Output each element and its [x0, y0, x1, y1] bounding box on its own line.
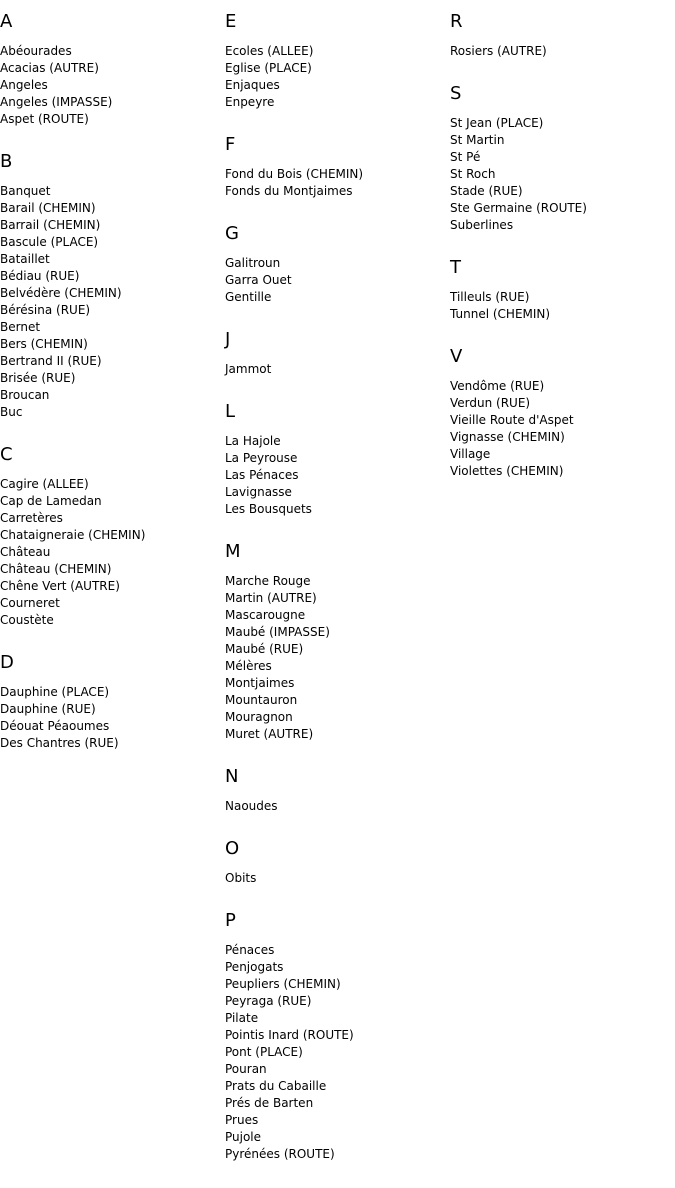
street-link[interactable]: Prats du Cabaille — [225, 1079, 327, 1093]
street-link[interactable]: Banquet — [0, 184, 51, 198]
street-link[interactable]: Bataillet — [0, 252, 50, 266]
street-link[interactable]: Tunnel (CHEMIN) — [450, 307, 551, 321]
street-link[interactable]: Obits — [225, 871, 257, 885]
street-link[interactable]: Marche Rouge — [225, 574, 311, 588]
street-link[interactable]: Barail (CHEMIN) — [0, 201, 96, 215]
letter-group-j — [225, 328, 445, 378]
letter-group-a — [0, 10, 220, 128]
street-list-item — [450, 115, 670, 132]
street-list-item — [225, 624, 445, 641]
street-link[interactable]: Angeles — [0, 78, 48, 92]
street-list-item — [225, 501, 445, 518]
street-list — [225, 433, 445, 518]
letter-group-d — [0, 651, 220, 752]
street-link[interactable]: Mouragnon — [225, 710, 293, 724]
street-link[interactable]: Chataigneraie (CHEMIN) — [0, 528, 146, 542]
letter-group-n — [225, 765, 445, 815]
street-list — [225, 255, 445, 306]
street-list-item — [0, 268, 220, 285]
street-list-item — [0, 404, 220, 421]
street-list-item — [450, 43, 670, 60]
letter-heading: M — [225, 541, 241, 562]
street-link[interactable]: Fond du Bois (CHEMIN) — [225, 167, 364, 181]
letter-group-t — [450, 256, 670, 323]
street-list-item — [225, 709, 445, 726]
street-list-item — [450, 132, 670, 149]
street-link[interactable]: Mascarougne — [225, 608, 306, 622]
street-list-item — [225, 993, 445, 1010]
street-link[interactable]: Bers (CHEMIN) — [0, 337, 88, 351]
street-list-item — [225, 590, 445, 607]
street-list-item — [225, 607, 445, 624]
letter-group-o — [225, 837, 445, 887]
street-link[interactable]: Pont (PLACE) — [225, 1045, 303, 1059]
street-link[interactable]: Cagire (ALLEE) — [0, 477, 89, 491]
street-link[interactable]: Ste Germaine (ROUTE) — [450, 201, 587, 215]
street-link[interactable]: Cap de Lamedan — [0, 494, 102, 508]
street-list-item — [0, 43, 220, 60]
letter-group-r — [450, 10, 670, 60]
street-list-item — [0, 217, 220, 234]
street-list-item — [0, 612, 220, 629]
street-link[interactable]: Mélères — [225, 659, 272, 673]
street-list — [450, 289, 670, 323]
street-link[interactable]: Bédiau (RUE) — [0, 269, 80, 283]
street-list-item — [225, 976, 445, 993]
street-link[interactable]: Pujole — [225, 1130, 262, 1144]
street-link[interactable]: Peyraga (RUE) — [225, 994, 312, 1008]
street-list — [225, 942, 445, 1163]
street-link[interactable]: Galitroun — [225, 256, 281, 270]
street-link[interactable]: Maubé (RUE) — [225, 642, 304, 656]
street-list-item — [0, 561, 220, 578]
letter-group-f — [225, 133, 445, 200]
street-link[interactable]: Penjogats — [225, 960, 284, 974]
street-list-item — [0, 234, 220, 251]
street-link[interactable]: Violettes (CHEMIN) — [450, 464, 564, 478]
street-link[interactable]: Carretères — [0, 511, 63, 525]
street-link[interactable]: Bérésina (RUE) — [0, 303, 91, 317]
street-list-item — [225, 692, 445, 709]
street-link[interactable]: Bascule (PLACE) — [0, 235, 99, 249]
street-link[interactable]: Pilate — [225, 1011, 259, 1025]
street-list-item — [225, 450, 445, 467]
letter-heading: A — [0, 11, 13, 32]
street-link[interactable]: Peupliers (CHEMIN) — [225, 977, 341, 991]
letter-heading: O — [225, 838, 240, 859]
street-list — [0, 43, 220, 128]
street-link[interactable]: St Martin — [450, 133, 505, 147]
street-list — [450, 115, 670, 234]
street-list-item — [0, 701, 220, 718]
letter-heading: L — [225, 401, 236, 422]
street-list-item — [225, 1078, 445, 1095]
street-link[interactable]: Ecoles (ALLEE) — [225, 44, 314, 58]
street-list-item — [0, 111, 220, 128]
street-link[interactable]: Lavignasse — [225, 485, 292, 499]
street-link[interactable]: Vieille Route d'Aspet — [450, 413, 574, 427]
letter-group-g — [225, 222, 445, 306]
street-link[interactable]: Coustète — [0, 613, 54, 627]
street-list-item — [0, 370, 220, 387]
street-list-item — [0, 319, 220, 336]
street-index-column-3 — [450, 10, 670, 502]
street-list-item — [0, 302, 220, 319]
street-link[interactable]: Mountauron — [225, 693, 298, 707]
street-list-item — [0, 353, 220, 370]
street-link[interactable]: Dauphine (PLACE) — [0, 685, 110, 699]
street-link[interactable]: Déouat Péaoumes — [0, 719, 110, 733]
street-link[interactable]: St Jean (PLACE) — [450, 116, 544, 130]
letter-group-e — [225, 10, 445, 111]
street-list-item — [225, 1146, 445, 1163]
street-link[interactable]: Martin (AUTRE) — [225, 591, 317, 605]
street-list-item — [225, 484, 445, 501]
street-link[interactable]: Eglise (PLACE) — [225, 61, 312, 75]
street-link[interactable]: Angeles (IMPASSE) — [0, 95, 113, 109]
letter-heading: D — [0, 652, 14, 673]
street-link[interactable]: Courneret — [0, 596, 60, 610]
street-list-item — [225, 272, 445, 289]
street-list-item — [0, 94, 220, 111]
letter-heading: E — [225, 11, 237, 32]
street-list-item — [225, 166, 445, 183]
street-link[interactable]: Maubé (IMPASSE) — [225, 625, 330, 639]
street-link[interactable]: Montjaimes — [225, 676, 295, 690]
street-list-item — [450, 306, 670, 323]
letter-heading: N — [225, 766, 239, 787]
letter-heading: J — [225, 329, 231, 350]
street-link[interactable]: Gentille — [225, 290, 272, 304]
street-link[interactable]: Vignasse (CHEMIN) — [450, 430, 565, 444]
street-list-item — [225, 43, 445, 60]
street-link[interactable]: Pénaces — [225, 943, 275, 957]
street-list — [450, 43, 670, 60]
street-link[interactable]: Village — [450, 447, 491, 461]
street-list-item — [450, 446, 670, 463]
street-list-item — [0, 578, 220, 595]
street-link[interactable]: Prés de Barten — [225, 1096, 314, 1110]
letter-group-l — [225, 400, 445, 518]
street-list-item — [0, 684, 220, 701]
letter-heading: S — [450, 83, 462, 104]
street-link[interactable]: Des Chantres (RUE) — [0, 736, 119, 750]
street-link[interactable]: Suberlines — [450, 218, 514, 232]
letter-group-m — [225, 540, 445, 743]
street-list-item — [0, 336, 220, 353]
street-index-column-2 — [225, 10, 445, 1185]
street-link[interactable]: Aspet (ROUTE) — [0, 112, 89, 126]
street-link[interactable]: Rosiers (AUTRE) — [450, 44, 547, 58]
street-list-item — [225, 959, 445, 976]
street-link[interactable]: St Roch — [450, 167, 496, 181]
street-list — [0, 183, 220, 421]
street-link[interactable]: Pyrénées (ROUTE) — [225, 1147, 335, 1161]
letter-group-s — [450, 82, 670, 234]
street-list-item — [0, 527, 220, 544]
street-list — [450, 378, 670, 480]
street-link[interactable]: Garra Ouet — [225, 273, 292, 287]
street-list-item — [225, 1044, 445, 1061]
letter-heading: P — [225, 910, 236, 931]
street-list-item — [450, 412, 670, 429]
street-list — [225, 870, 445, 887]
street-list-item — [450, 217, 670, 234]
street-link[interactable]: La Peyrouse — [225, 451, 298, 465]
street-list-item — [450, 395, 670, 412]
street-link[interactable]: Jammot — [225, 362, 272, 376]
street-link[interactable]: Tilleuls (RUE) — [450, 290, 530, 304]
street-list-item — [225, 1095, 445, 1112]
street-list-item — [225, 94, 445, 111]
street-list — [225, 361, 445, 378]
street-list — [225, 43, 445, 111]
street-list-item — [0, 718, 220, 735]
street-link[interactable]: Les Bousquets — [225, 502, 312, 516]
street-list-item — [450, 149, 670, 166]
street-list-item — [450, 166, 670, 183]
letter-heading: C — [0, 444, 13, 465]
street-link[interactable]: La Hajole — [225, 434, 281, 448]
street-list — [225, 166, 445, 200]
street-list-item — [225, 1027, 445, 1044]
street-link[interactable]: Bernet — [0, 320, 41, 334]
street-list-item — [0, 510, 220, 527]
street-link[interactable]: Pouran — [225, 1062, 267, 1076]
street-list — [0, 684, 220, 752]
street-link[interactable]: Prues — [225, 1113, 259, 1127]
street-list-item — [0, 251, 220, 268]
street-link[interactable]: Verdun (RUE) — [450, 396, 531, 410]
street-link[interactable]: Chêne Vert (AUTRE) — [0, 579, 120, 593]
street-list — [225, 573, 445, 743]
street-list-item — [225, 60, 445, 77]
street-list-item — [225, 798, 445, 815]
street-list-item — [450, 200, 670, 217]
street-list-item — [225, 467, 445, 484]
street-list-item — [0, 493, 220, 510]
street-link[interactable]: Naoudes — [225, 799, 278, 813]
street-link[interactable]: Stade (RUE) — [450, 184, 523, 198]
street-list-item — [0, 183, 220, 200]
street-link[interactable]: Château (CHEMIN) — [0, 562, 112, 576]
street-list-item — [225, 942, 445, 959]
street-link[interactable]: Acacias (AUTRE) — [0, 61, 99, 75]
street-list-item — [0, 77, 220, 94]
street-list-item — [225, 183, 445, 200]
street-list-item — [0, 735, 220, 752]
street-list-item — [0, 595, 220, 612]
street-list-item — [0, 476, 220, 493]
letter-group-b — [0, 150, 220, 421]
street-list-item — [450, 378, 670, 395]
street-link[interactable]: Belvédère (CHEMIN) — [0, 286, 122, 300]
street-list-item — [225, 77, 445, 94]
street-list-item — [225, 433, 445, 450]
street-list-item — [225, 1010, 445, 1027]
street-list-item — [0, 544, 220, 561]
street-link[interactable]: Pointis Inard (ROUTE) — [225, 1028, 354, 1042]
street-link[interactable]: Château — [0, 545, 51, 559]
street-index-column-1 — [0, 10, 220, 774]
letter-heading: F — [225, 134, 236, 155]
letter-group-p — [225, 909, 445, 1163]
street-link[interactable]: Brisée (RUE) — [0, 371, 76, 385]
street-link[interactable]: Enpeyre — [225, 95, 275, 109]
street-list-item — [450, 463, 670, 480]
letter-heading: V — [450, 346, 463, 367]
street-link[interactable]: Fonds du Montjaimes — [225, 184, 353, 198]
street-list-item — [0, 60, 220, 77]
street-link[interactable]: St Pé — [450, 150, 481, 164]
street-list-item — [225, 1129, 445, 1146]
street-link[interactable]: Las Pénaces — [225, 468, 299, 482]
letter-heading: T — [450, 257, 461, 278]
street-link[interactable]: Broucan — [0, 388, 50, 402]
street-list — [0, 476, 220, 629]
street-list-item — [225, 675, 445, 692]
street-list-item — [225, 289, 445, 306]
street-list-item — [0, 387, 220, 404]
street-link[interactable]: Buc — [0, 405, 23, 419]
street-list-item — [225, 726, 445, 743]
street-list-item — [450, 183, 670, 200]
street-list-item — [225, 361, 445, 378]
street-list-item — [225, 1061, 445, 1078]
letter-group-c — [0, 443, 220, 629]
street-link[interactable]: Muret (AUTRE) — [225, 727, 314, 741]
street-list-item — [225, 1112, 445, 1129]
letter-group-v — [450, 345, 670, 480]
street-link[interactable]: Dauphine (RUE) — [0, 702, 96, 716]
street-list-item — [450, 289, 670, 306]
street-list-item — [225, 870, 445, 887]
street-list-item — [225, 573, 445, 590]
letter-heading: B — [0, 151, 13, 172]
street-list-item — [0, 200, 220, 217]
street-link[interactable]: Bertrand II (RUE) — [0, 354, 102, 368]
street-list-item — [225, 641, 445, 658]
street-list — [225, 798, 445, 815]
street-link[interactable]: Barrail (CHEMIN) — [0, 218, 101, 232]
street-link[interactable]: Enjaques — [225, 78, 280, 92]
street-list-item — [225, 255, 445, 272]
street-list-item — [450, 429, 670, 446]
letter-heading: G — [225, 223, 239, 244]
letter-heading: R — [450, 11, 463, 32]
street-list-item — [225, 658, 445, 675]
street-link[interactable]: Vendôme (RUE) — [450, 379, 545, 393]
street-list-item — [0, 285, 220, 302]
street-link[interactable]: Abéourades — [0, 44, 72, 58]
